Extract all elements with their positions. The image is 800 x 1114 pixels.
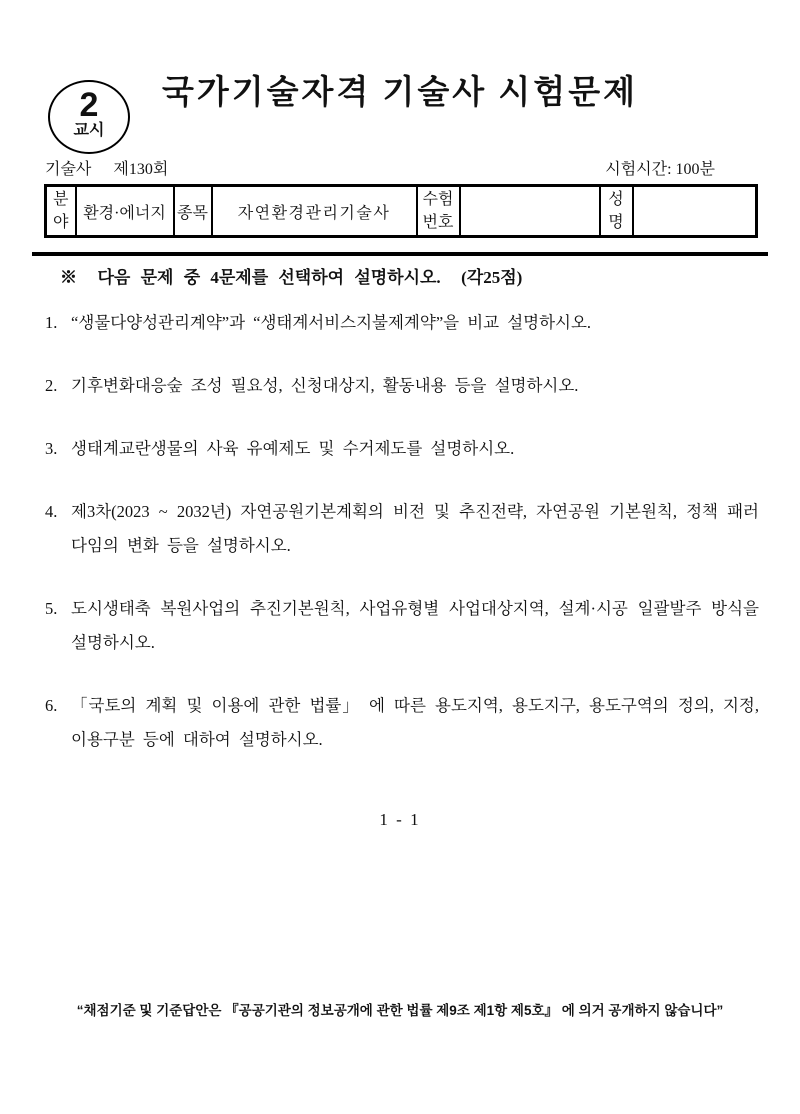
candidate-info-table	[44, 184, 758, 238]
question-text: 기후변화대응숲 조성 필요성, 신청대상지, 활동내용 등을 설명하시오.	[71, 376, 579, 395]
question-text: 생태계교란생물의 사육 유예제도 및 수거제도를 설명하시오.	[71, 439, 515, 458]
field-header: 분야	[46, 186, 76, 237]
question-number: 1.	[45, 313, 58, 332]
question-number: 4.	[45, 502, 58, 521]
meta-row	[45, 160, 757, 180]
question-number: 6.	[45, 696, 58, 715]
exam-number-field	[460, 186, 600, 237]
session-label: 교시	[73, 122, 105, 139]
name-header: 성명	[600, 186, 633, 237]
footer-notice: “채점기준 및 기준답안은 『공공기관의 정보공개에 관한 법률 제9조 제1항 제5호』 에 의거 공개하지 않습니다”	[76, 1003, 724, 1018]
page-number: 1 - 1	[379, 810, 421, 829]
question-text: 「국토의 계획 및 이용에 관한 법률」 에 따른 용도지역, 용도지구, 용도구역의 정의, 지정, 이용구분 등에 대하여 설명하시오.	[71, 696, 759, 749]
question-text: 제3차(2023 ~ 2032년) 자연공원기본계획의 비전 및 추진전략, 자연공원 기본원칙, 정책 패러다임의 변화 등을 설명하시오.	[71, 502, 759, 555]
page-title: 국가기술자격 기술사 시험문제	[162, 75, 638, 111]
session-number: 2	[79, 86, 99, 124]
divider-rule	[32, 252, 768, 256]
question-item-1	[45, 306, 759, 340]
question-item-4	[45, 495, 759, 563]
exam-round	[45, 160, 168, 180]
question-list	[45, 306, 759, 786]
question-text: 도시생태축 복원사업의 추진기본원칙, 사업유형별 사업대상지역, 설계·시공 일괄발주 방식을 설명하시오.	[71, 599, 759, 652]
exam-round-label: 제130회	[113, 161, 169, 178]
question-item-2	[45, 369, 759, 403]
question-item-3	[45, 432, 759, 466]
name-field	[633, 186, 757, 237]
question-item-5	[45, 592, 759, 660]
exam-number-header: 수험번호	[417, 186, 460, 237]
question-number: 2.	[45, 376, 58, 395]
question-number: 5.	[45, 599, 58, 618]
field-value: 환경·에너지	[76, 186, 174, 237]
question-number: 3.	[45, 439, 58, 458]
question-item-6	[45, 689, 759, 757]
question-text: “생물다양성관리계약”과 “생태계서비스지불제계약”을 비교 설명하시오.	[71, 313, 592, 332]
subject-value: 자연환경관리기술사	[212, 186, 417, 237]
instruction-text: ※ 다음 문제 중 4문제를 선택하여 설명하시오. (각25점)	[60, 268, 523, 287]
exam-time-label: 시험시간: 100분	[605, 161, 715, 178]
exam-type-label: 기술사	[45, 161, 92, 178]
subject-header: 종목	[174, 186, 212, 237]
